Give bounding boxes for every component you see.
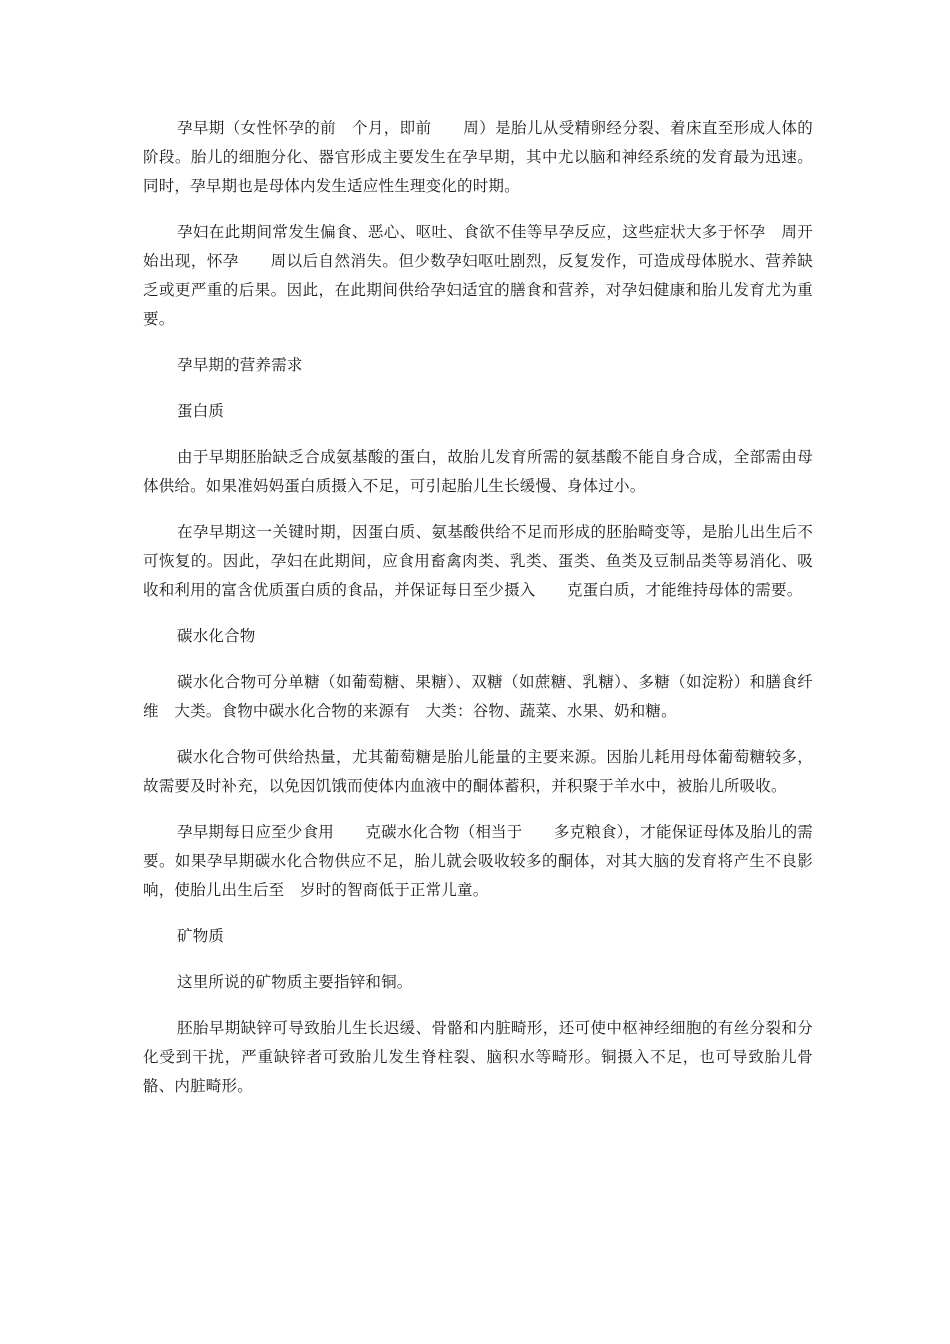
document-body bbox=[143, 114, 813, 1118]
section-heading-nutrition-needs: 孕早期的营养需求 bbox=[177, 356, 303, 374]
paragraph-protein-2: 在孕早期这一关键时期，因蛋白质、氨基酸供给不足而形成的胚胎畸变等，是胎儿出生后不可恢复的。因此，孕妇在此期间，应食用畜禽肉类、乳类、蛋类、鱼类及豆制品类等易消化、吸收和利用的富含优质蛋白质的食品，并保证每日至少摄入 克蛋白质，才能维持母体的需要。 bbox=[143, 523, 813, 599]
section-heading-carbohydrate: 碳水化合物 bbox=[177, 627, 256, 645]
section-heading-protein: 蛋白质 bbox=[177, 402, 225, 420]
paragraph-minerals-intro: 这里所说的矿物质主要指锌和铜。 bbox=[177, 973, 413, 991]
paragraph-protein-1: 由于早期胚胎缺乏合成氨基酸的蛋白，故胎儿发育所需的氨基酸不能自身合成，全部需由母体供给。如果准妈妈蛋白质摄入不足，可引起胎儿生长缓慢、身体过小。 bbox=[143, 448, 813, 495]
paragraph-intro: 孕早期（女性怀孕的前 个月，即前 周）是胎儿从受精卵经分裂、着床直至形成人体的阶段。胎儿的细胞分化、器官形成主要发生在孕早期，其中尤以脑和神经系统的发育最为迅速。同时，孕早期也是母体内发生适应性生理变化的时期。 bbox=[143, 119, 813, 195]
paragraph-morning-sickness: 孕妇在此期间常发生偏食、恶心、呕吐、食欲不佳等早孕反应，这些症状大多于怀孕 周开始出现，怀孕 周以后自然消失。但少数孕妇呕吐剧烈，反复发作，可造成母体脱水、营养缺乏或更严重的后果。因此，在此期间供给孕妇适宜的膳食和营养，对孕妇健康和胎儿发育尤为重要。 bbox=[143, 223, 813, 328]
section-heading-minerals: 矿物质 bbox=[177, 927, 225, 945]
paragraph-carbohydrate-1: 碳水化合物可分单糖（如葡萄糖、果糖）、双糖（如蔗糖、乳糖）、多糖（如淀粉）和膳食纤维 大类。食物中碳水化合物的来源有 大类：谷物、蔬菜、水果、奶和糖。 bbox=[143, 673, 813, 720]
paragraph-minerals-detail: 胚胎早期缺锌可导致胎儿生长迟缓、骨骼和内脏畸形，还可使中枢神经细胞的有丝分裂和分化受到干扰，严重缺锌者可致胎儿发生脊柱裂、脑积水等畸形。铜摄入不足，也可导致胎儿骨骼、内脏畸形。 bbox=[143, 1019, 813, 1095]
paragraph-carbohydrate-3: 孕早期每日应至少食用 克碳水化合物（相当于 多克粮食），才能保证母体及胎儿的需要。如果孕早期碳水化合物供应不足，胎儿就会吸收较多的酮体，对其大脑的发育将产生不良影响，使胎儿出生后至 岁时的智商低于正常儿童。 bbox=[143, 823, 813, 899]
paragraph-carbohydrate-2: 碳水化合物可供给热量，尤其葡萄糖是胎儿能量的主要来源。因胎儿耗用母体葡萄糖较多，故需要及时补充，以免因饥饿而使体内血液中的酮体蓄积，并积聚于羊水中，被胎儿所吸收。 bbox=[143, 748, 813, 795]
